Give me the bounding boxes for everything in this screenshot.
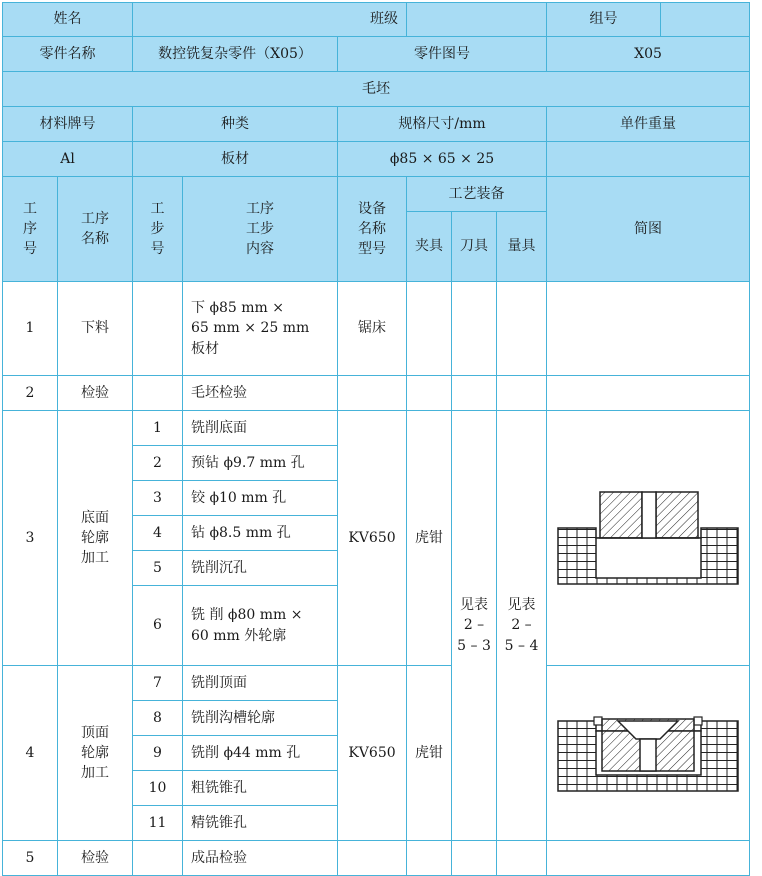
- equipment: 锯床: [338, 282, 407, 376]
- table-row: [3, 411, 750, 446]
- step-no: 9: [133, 736, 183, 771]
- step-no: 6: [133, 586, 183, 666]
- step-no: 3: [133, 481, 183, 516]
- col-gauge: 量具: [497, 212, 547, 282]
- part-drawing-label: 零件图号: [338, 37, 547, 72]
- step-content: 铣削底面: [183, 411, 338, 446]
- gauge: [497, 376, 547, 411]
- col-step-no: 工 步 号: [133, 177, 183, 282]
- step-content: 铣削沉孔: [183, 551, 338, 586]
- step-content: 粗铣锥孔: [183, 771, 338, 806]
- table-row: [3, 282, 750, 376]
- blank-label: 毛坯: [3, 72, 750, 107]
- step-no: 2: [133, 446, 183, 481]
- step-no: 7: [133, 666, 183, 701]
- step-no: 4: [133, 516, 183, 551]
- col-process-no: 工 序 号: [3, 177, 58, 282]
- equipment: KV650: [338, 411, 407, 666]
- process-name: 底面 轮廓 加工: [58, 411, 133, 666]
- type-value: 板材: [133, 142, 338, 177]
- sketch-cell: [547, 376, 750, 411]
- step-content: 下 ϕ85 mm × 65 mm × 25 mm 板材: [183, 282, 338, 376]
- process-name: 检验: [58, 376, 133, 411]
- process-card-table: [2, 2, 750, 876]
- type-label: 种类: [133, 107, 338, 142]
- step-no: [133, 282, 183, 376]
- col-sketch: 简图: [547, 177, 750, 282]
- step-no: [133, 841, 183, 876]
- col-tooling: 工艺装备: [407, 177, 547, 212]
- step-content: 毛坯检验: [183, 376, 338, 411]
- class-value: [407, 3, 547, 37]
- sketch-bottom-machining: [547, 411, 750, 666]
- table-row: [3, 841, 750, 876]
- gauge: [497, 282, 547, 376]
- table-row: [3, 376, 750, 411]
- equipment: [338, 841, 407, 876]
- process-no: 5: [3, 841, 58, 876]
- material-value: Al: [3, 142, 133, 177]
- step-no: 1: [133, 411, 183, 446]
- cutter-ref: 见表 2 – 5 – 3: [452, 411, 497, 841]
- process-no: 3: [3, 411, 58, 666]
- part-name-value: 数控铣复杂零件（X05）: [133, 37, 338, 72]
- step-no: 5: [133, 551, 183, 586]
- spec-label: 规格尺寸/mm: [338, 107, 547, 142]
- group-label: 组号: [547, 3, 661, 37]
- fixture: 虎钳: [407, 666, 452, 841]
- bottom-profile-drawing: [556, 490, 740, 586]
- col-content: 工序 工步 内容: [183, 177, 338, 282]
- sketch-top-machining: [547, 666, 750, 841]
- process-no: 1: [3, 282, 58, 376]
- gauge-ref: 见表 2 – 5 – 4: [497, 411, 547, 841]
- part-drawing-value: X05: [547, 37, 750, 72]
- fixture: [407, 376, 452, 411]
- cutter: [452, 376, 497, 411]
- group-value: [661, 3, 750, 37]
- cutter: [452, 841, 497, 876]
- cutter: [452, 282, 497, 376]
- step-content: 铰 ϕ10 mm 孔: [183, 481, 338, 516]
- step-content: 精铣锥孔: [183, 806, 338, 841]
- process-name: 下料: [58, 282, 133, 376]
- step-content: 铣削 ϕ44 mm 孔: [183, 736, 338, 771]
- step-content: 铣削顶面: [183, 666, 338, 701]
- fixture: [407, 282, 452, 376]
- fixture: 虎钳: [407, 411, 452, 666]
- step-content: 预钻 ϕ9.7 mm 孔: [183, 446, 338, 481]
- process-name: 检验: [58, 841, 133, 876]
- step-no: 11: [133, 806, 183, 841]
- unit-weight-value: [547, 142, 750, 177]
- equipment: [338, 376, 407, 411]
- material-label: 材料牌号: [3, 107, 133, 142]
- class-label: 班级: [133, 3, 407, 37]
- table-row: [3, 666, 750, 701]
- step-content: 成品检验: [183, 841, 338, 876]
- process-name: 顶面 轮廓 加工: [58, 666, 133, 841]
- col-equipment: 设备 名称 型号: [338, 177, 407, 282]
- step-no: 10: [133, 771, 183, 806]
- process-no: 4: [3, 666, 58, 841]
- equipment: KV650: [338, 666, 407, 841]
- sketch-cell: [547, 841, 750, 876]
- name-label: 姓名: [3, 3, 133, 37]
- top-profile-drawing: [556, 713, 740, 793]
- fixture: [407, 841, 452, 876]
- spec-value: ϕ85 × 65 × 25: [338, 142, 547, 177]
- part-name-label: 零件名称: [3, 37, 133, 72]
- step-no: [133, 376, 183, 411]
- unit-weight-label: 单件重量: [547, 107, 750, 142]
- step-content: 钻 ϕ8.5 mm 孔: [183, 516, 338, 551]
- gauge: [497, 841, 547, 876]
- process-no: 2: [3, 376, 58, 411]
- col-fixture: 夹具: [407, 212, 452, 282]
- col-cutter: 刀具: [452, 212, 497, 282]
- sketch-cell: [547, 282, 750, 376]
- step-no: 8: [133, 701, 183, 736]
- step-content: 铣 削 ϕ80 mm × 60 mm 外轮廓: [183, 586, 338, 666]
- col-process-name: 工序 名称: [58, 177, 133, 282]
- step-content: 铣削沟槽轮廓: [183, 701, 338, 736]
